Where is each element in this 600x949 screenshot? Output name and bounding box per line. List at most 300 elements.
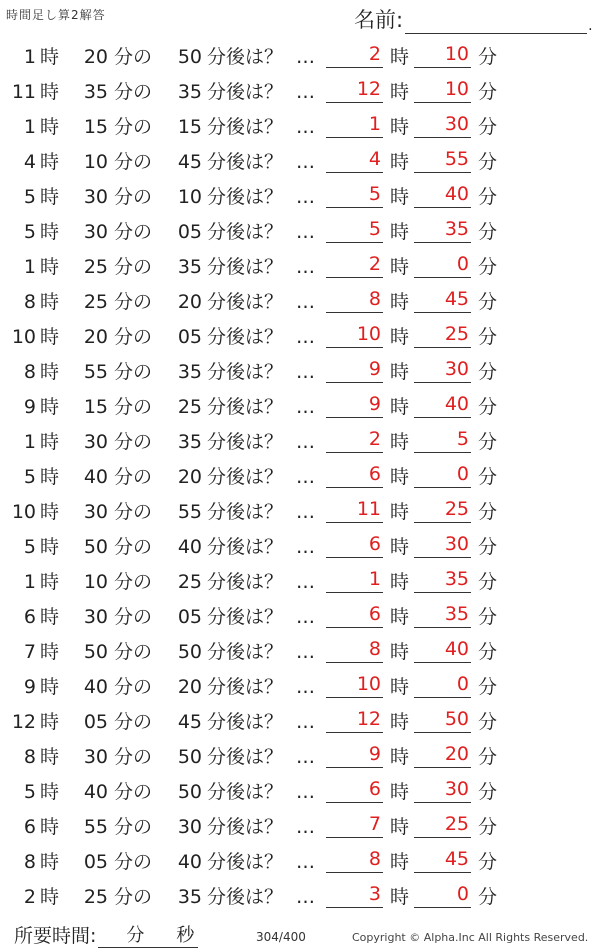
problem-row <box>0 810 600 845</box>
start-hour: 12 <box>11 711 36 733</box>
problem-row <box>0 180 600 215</box>
answer-minute[interactable]: 50 <box>414 705 471 733</box>
minute-of-label: 分の <box>114 851 153 873</box>
answer-hour[interactable]: 1 <box>326 110 383 138</box>
answer-minute[interactable]: 20 <box>414 740 471 768</box>
answer-hour[interactable]: 12 <box>326 705 383 733</box>
name-field-area <box>354 4 593 34</box>
start-minute: 05 <box>83 711 108 733</box>
problem-row <box>0 705 600 740</box>
answer-hour[interactable]: 11 <box>326 495 383 523</box>
added-minutes: 45 <box>177 711 202 733</box>
minutes-after-label: 分後は？ <box>207 116 284 138</box>
minute-of-label: 分の <box>114 886 153 908</box>
problem-row <box>0 495 600 530</box>
minute-of-label: 分の <box>114 536 153 558</box>
answer-minute[interactable]: 30 <box>414 530 471 558</box>
ellipsis: … <box>296 116 315 138</box>
answer-hour-label: 時 <box>390 256 410 278</box>
answer-hour-label: 時 <box>390 886 410 908</box>
start-minute: 50 <box>83 641 108 663</box>
start-minute: 05 <box>83 851 108 873</box>
answer-minute[interactable]: 30 <box>414 355 471 383</box>
hour-label: 時 <box>40 711 60 733</box>
start-hour: 6 <box>23 606 36 628</box>
hour-label: 時 <box>40 606 60 628</box>
minutes-after-label: 分後は？ <box>207 466 284 488</box>
minute-of-label: 分の <box>114 571 153 593</box>
answer-hour-label: 時 <box>390 221 410 243</box>
added-minutes: 50 <box>177 781 202 803</box>
added-minutes: 35 <box>177 361 202 383</box>
minutes-after-label: 分後は？ <box>207 46 284 68</box>
start-minute: 50 <box>83 536 108 558</box>
answer-minute[interactable]: 0 <box>414 250 471 278</box>
start-hour: 10 <box>11 326 36 348</box>
answer-hour-label: 時 <box>390 151 410 173</box>
minute-of-label: 分の <box>114 221 153 243</box>
start-minute: 25 <box>83 256 108 278</box>
minutes-after-label: 分後は？ <box>207 606 284 628</box>
hour-label: 時 <box>40 746 60 768</box>
start-minute: 30 <box>83 186 108 208</box>
minutes-after-label: 分後は？ <box>207 291 284 313</box>
start-hour: 4 <box>23 151 36 173</box>
start-minute: 30 <box>83 746 108 768</box>
added-minutes: 20 <box>177 291 202 313</box>
minute-of-label: 分の <box>114 291 153 313</box>
copyright-text: Copyright © Alpha.Inc All Rights Reserved. <box>352 931 589 944</box>
hour-label: 時 <box>40 221 60 243</box>
start-minute: 10 <box>83 571 108 593</box>
added-minutes: 25 <box>177 571 202 593</box>
answer-minute-label: 分 <box>478 641 498 663</box>
start-minute: 15 <box>83 116 108 138</box>
problem-row <box>0 390 600 425</box>
hour-label: 時 <box>40 116 60 138</box>
minute-of-label: 分の <box>114 151 153 173</box>
ellipsis: … <box>296 676 315 698</box>
answer-hour[interactable]: 5 <box>326 180 383 208</box>
hour-label: 時 <box>40 676 60 698</box>
answer-hour-label: 時 <box>390 571 410 593</box>
added-minutes: 50 <box>177 46 202 68</box>
minutes-after-label: 分後は？ <box>207 396 284 418</box>
hour-label: 時 <box>40 151 60 173</box>
ellipsis: … <box>296 221 315 243</box>
start-minute: 30 <box>83 221 108 243</box>
added-minutes: 35 <box>177 81 202 103</box>
start-minute: 10 <box>83 151 108 173</box>
problem-row <box>0 565 600 600</box>
answer-minute[interactable]: 5 <box>414 425 471 453</box>
answer-minute-label: 分 <box>478 886 498 908</box>
answer-minute[interactable]: 30 <box>414 775 471 803</box>
answer-minute[interactable]: 35 <box>414 600 471 628</box>
answer-minute-label: 分 <box>478 606 498 628</box>
minute-of-label: 分の <box>114 816 153 838</box>
added-minutes: 35 <box>177 256 202 278</box>
minutes-after-label: 分後は？ <box>207 221 284 243</box>
hour-label: 時 <box>40 571 60 593</box>
start-hour: 5 <box>23 466 36 488</box>
answer-minute-label: 分 <box>478 431 498 453</box>
answer-minute[interactable]: 40 <box>414 180 471 208</box>
answer-hour-label: 時 <box>390 116 410 138</box>
start-minute: 25 <box>83 291 108 313</box>
ellipsis: … <box>296 256 315 278</box>
answer-minute-label: 分 <box>478 466 498 488</box>
minute-of-label: 分の <box>114 326 153 348</box>
answer-minute[interactable]: 55 <box>414 145 471 173</box>
answer-hour[interactable]: 9 <box>326 390 383 418</box>
minutes-after-label: 分後は？ <box>207 711 284 733</box>
problem-row <box>0 635 600 670</box>
start-hour: 7 <box>23 641 36 663</box>
added-minutes: 05 <box>177 221 202 243</box>
minutes-after-label: 分後は？ <box>207 326 284 348</box>
answer-minute[interactable]: 35 <box>414 215 471 243</box>
hour-label: 時 <box>40 886 60 908</box>
minute-of-label: 分の <box>114 711 153 733</box>
start-minute: 20 <box>83 326 108 348</box>
worksheet-title: 時間足し算2解答 <box>6 8 106 22</box>
added-minutes: 50 <box>177 746 202 768</box>
hour-label: 時 <box>40 431 60 453</box>
start-minute: 40 <box>83 781 108 803</box>
required-time-area <box>14 921 198 948</box>
start-minute: 40 <box>83 466 108 488</box>
problem-row <box>0 40 600 75</box>
hour-label: 時 <box>40 816 60 838</box>
start-hour: 1 <box>23 571 36 593</box>
minutes-after-label: 分後は？ <box>207 81 284 103</box>
start-hour: 5 <box>23 536 36 558</box>
answer-hour[interactable]: 4 <box>326 145 383 173</box>
minutes-after-label: 分後は？ <box>207 536 284 558</box>
minutes-after-label: 分後は？ <box>207 361 284 383</box>
name-label: 名前: <box>354 8 404 32</box>
ellipsis: … <box>296 326 315 348</box>
problem-row <box>0 530 600 565</box>
problem-row <box>0 845 600 880</box>
problem-row <box>0 75 600 110</box>
answer-hour-label: 時 <box>390 431 410 453</box>
page-number: 304/400 <box>256 930 306 944</box>
hour-label: 時 <box>40 291 60 313</box>
answer-hour-label: 時 <box>390 536 410 558</box>
minutes-after-label: 分後は？ <box>207 186 284 208</box>
answer-hour-label: 時 <box>390 186 410 208</box>
answer-hour-label: 時 <box>390 291 410 313</box>
added-minutes: 40 <box>177 851 202 873</box>
answer-hour[interactable]: 8 <box>326 845 383 873</box>
answer-minute-label: 分 <box>478 186 498 208</box>
ellipsis: … <box>296 536 315 558</box>
start-hour: 8 <box>23 361 36 383</box>
answer-minute[interactable]: 45 <box>414 845 471 873</box>
hour-label: 時 <box>40 256 60 278</box>
minute-of-label: 分の <box>114 361 153 383</box>
start-hour: 8 <box>23 291 36 313</box>
minute-of-label: 分の <box>114 81 153 103</box>
problem-row <box>0 145 600 180</box>
ellipsis: … <box>296 46 315 68</box>
answer-minute-label: 分 <box>478 711 498 733</box>
problem-row <box>0 460 600 495</box>
ellipsis: … <box>296 396 315 418</box>
problem-list <box>0 40 600 915</box>
name-input-line[interactable] <box>405 11 587 34</box>
answer-minute[interactable]: 45 <box>414 285 471 313</box>
added-minutes: 15 <box>177 116 202 138</box>
problem-row <box>0 355 600 390</box>
minute-of-label: 分の <box>114 641 153 663</box>
answer-hour[interactable]: 6 <box>326 460 383 488</box>
answer-minute[interactable]: 0 <box>414 670 471 698</box>
answer-hour-label: 時 <box>390 711 410 733</box>
start-hour: 5 <box>23 781 36 803</box>
answer-hour-label: 時 <box>390 606 410 628</box>
minute-of-label: 分の <box>114 746 153 768</box>
minute-of-label: 分の <box>114 781 153 803</box>
start-hour: 1 <box>23 46 36 68</box>
minute-of-label: 分の <box>114 676 153 698</box>
minutes-after-label: 分後は？ <box>207 886 284 908</box>
start-hour: 9 <box>23 396 36 418</box>
answer-minute[interactable]: 40 <box>414 635 471 663</box>
problem-row <box>0 215 600 250</box>
ellipsis: … <box>296 886 315 908</box>
ellipsis: … <box>296 711 315 733</box>
required-time-label: 所要時間: <box>14 925 97 947</box>
answer-minute-label: 分 <box>478 46 498 68</box>
minute-of-label: 分の <box>114 466 153 488</box>
answer-minute-label: 分 <box>478 291 498 313</box>
answer-hour-label: 時 <box>390 326 410 348</box>
ellipsis: … <box>296 431 315 453</box>
answer-minute[interactable]: 40 <box>414 390 471 418</box>
answer-hour-label: 時 <box>390 361 410 383</box>
problem-row <box>0 110 600 145</box>
answer-minute-label: 分 <box>478 396 498 418</box>
answer-hour[interactable]: 2 <box>326 425 383 453</box>
hour-label: 時 <box>40 536 60 558</box>
added-minutes: 05 <box>177 606 202 628</box>
answer-minute[interactable]: 10 <box>414 75 471 103</box>
answer-hour[interactable]: 5 <box>326 215 383 243</box>
answer-hour[interactable]: 9 <box>326 740 383 768</box>
answer-hour[interactable]: 9 <box>326 355 383 383</box>
ellipsis: … <box>296 291 315 313</box>
added-minutes: 50 <box>177 641 202 663</box>
minute-of-label: 分の <box>114 256 153 278</box>
start-minute: 55 <box>83 816 108 838</box>
answer-hour-label: 時 <box>390 81 410 103</box>
added-minutes: 25 <box>177 396 202 418</box>
added-minutes: 45 <box>177 151 202 173</box>
problem-row <box>0 775 600 810</box>
minute-of-label: 分の <box>114 396 153 418</box>
minutes-after-label: 分後は？ <box>207 676 284 698</box>
minute-unit-label: 分 <box>126 925 145 946</box>
answer-hour[interactable]: 3 <box>326 880 383 908</box>
problem-row <box>0 880 600 915</box>
answer-hour[interactable]: 12 <box>326 75 383 103</box>
ellipsis: … <box>296 851 315 873</box>
answer-minute[interactable]: 35 <box>414 565 471 593</box>
answer-hour-label: 時 <box>390 851 410 873</box>
added-minutes: 20 <box>177 466 202 488</box>
answer-hour[interactable]: 2 <box>326 250 383 278</box>
answer-minute[interactable]: 0 <box>414 460 471 488</box>
answer-minute-label: 分 <box>478 256 498 278</box>
answer-minute-label: 分 <box>478 116 498 138</box>
minute-of-label: 分の <box>114 431 153 453</box>
start-minute: 55 <box>83 361 108 383</box>
hour-label: 時 <box>40 396 60 418</box>
problem-row <box>0 740 600 775</box>
answer-minute[interactable]: 30 <box>414 110 471 138</box>
minute-of-label: 分の <box>114 46 153 68</box>
minutes-after-label: 分後は？ <box>207 851 284 873</box>
hour-label: 時 <box>40 641 60 663</box>
added-minutes: 55 <box>177 501 202 523</box>
minutes-after-label: 分後は？ <box>207 571 284 593</box>
ellipsis: … <box>296 781 315 803</box>
minutes-after-label: 分後は？ <box>207 746 284 768</box>
answer-hour-label: 時 <box>390 396 410 418</box>
answer-minute-label: 分 <box>478 326 498 348</box>
start-hour: 10 <box>11 501 36 523</box>
answer-minute[interactable]: 0 <box>414 880 471 908</box>
answer-minute-label: 分 <box>478 536 498 558</box>
added-minutes: 35 <box>177 431 202 453</box>
hour-label: 時 <box>40 466 60 488</box>
added-minutes: 40 <box>177 536 202 558</box>
start-minute: 30 <box>83 606 108 628</box>
answer-minute-label: 分 <box>478 816 498 838</box>
hour-label: 時 <box>40 851 60 873</box>
minutes-after-label: 分後は？ <box>207 151 284 173</box>
required-time-input[interactable] <box>98 925 198 948</box>
hour-label: 時 <box>40 81 60 103</box>
answer-hour[interactable]: 8 <box>326 635 383 663</box>
answer-minute-label: 分 <box>478 746 498 768</box>
minutes-after-label: 分後は？ <box>207 816 284 838</box>
problem-row <box>0 250 600 285</box>
answer-hour-label: 時 <box>390 641 410 663</box>
minute-of-label: 分の <box>114 116 153 138</box>
answer-minute-label: 分 <box>478 781 498 803</box>
hour-label: 時 <box>40 781 60 803</box>
answer-minute-label: 分 <box>478 676 498 698</box>
answer-minute[interactable]: 10 <box>414 40 471 68</box>
answer-hour[interactable]: 10 <box>326 320 383 348</box>
start-hour: 5 <box>23 186 36 208</box>
answer-minute-label: 分 <box>478 81 498 103</box>
answer-hour[interactable]: 10 <box>326 670 383 698</box>
start-hour: 9 <box>23 676 36 698</box>
added-minutes: 10 <box>177 186 202 208</box>
minutes-after-label: 分後は？ <box>207 501 284 523</box>
minutes-after-label: 分後は？ <box>207 256 284 278</box>
answer-hour[interactable]: 6 <box>326 600 383 628</box>
second-unit-label: 秒 <box>176 925 195 946</box>
problem-row <box>0 320 600 355</box>
answer-hour-label: 時 <box>390 676 410 698</box>
answer-hour[interactable]: 6 <box>326 775 383 803</box>
answer-minute[interactable]: 25 <box>414 810 471 838</box>
answer-minute[interactable]: 25 <box>414 495 471 523</box>
ellipsis: … <box>296 606 315 628</box>
answer-minute-label: 分 <box>478 851 498 873</box>
problem-row <box>0 285 600 320</box>
answer-hour[interactable]: 6 <box>326 530 383 558</box>
answer-minute-label: 分 <box>478 221 498 243</box>
start-minute: 25 <box>83 886 108 908</box>
start-hour: 8 <box>23 746 36 768</box>
answer-hour[interactable]: 1 <box>326 565 383 593</box>
minutes-after-label: 分後は？ <box>207 641 284 663</box>
answer-hour-label: 時 <box>390 501 410 523</box>
ellipsis: … <box>296 501 315 523</box>
start-hour: 11 <box>11 81 36 103</box>
minute-of-label: 分の <box>114 186 153 208</box>
start-minute: 15 <box>83 396 108 418</box>
ellipsis: … <box>296 361 315 383</box>
answer-minute[interactable]: 25 <box>414 320 471 348</box>
problem-row <box>0 425 600 460</box>
answer-hour[interactable]: 2 <box>326 40 383 68</box>
start-minute: 35 <box>83 81 108 103</box>
start-minute: 30 <box>83 501 108 523</box>
ellipsis: … <box>296 571 315 593</box>
answer-hour[interactable]: 7 <box>326 810 383 838</box>
minute-of-label: 分の <box>114 606 153 628</box>
added-minutes: 35 <box>177 886 202 908</box>
ellipsis: … <box>296 466 315 488</box>
ellipsis: … <box>296 186 315 208</box>
added-minutes: 30 <box>177 816 202 838</box>
start-minute: 40 <box>83 676 108 698</box>
answer-hour-label: 時 <box>390 466 410 488</box>
answer-hour[interactable]: 8 <box>326 285 383 313</box>
hour-label: 時 <box>40 46 60 68</box>
start-hour: 1 <box>23 431 36 453</box>
start-hour: 2 <box>23 886 36 908</box>
ellipsis: … <box>296 81 315 103</box>
answer-hour-label: 時 <box>390 746 410 768</box>
answer-minute-label: 分 <box>478 151 498 173</box>
ellipsis: … <box>296 641 315 663</box>
answer-minute-label: 分 <box>478 361 498 383</box>
start-hour: 5 <box>23 221 36 243</box>
ellipsis: … <box>296 746 315 768</box>
hour-label: 時 <box>40 186 60 208</box>
minutes-after-label: 分後は？ <box>207 431 284 453</box>
hour-label: 時 <box>40 326 60 348</box>
minutes-after-label: 分後は？ <box>207 781 284 803</box>
hour-label: 時 <box>40 361 60 383</box>
start-minute: 20 <box>83 46 108 68</box>
start-minute: 30 <box>83 431 108 453</box>
start-hour: 6 <box>23 816 36 838</box>
answer-minute-label: 分 <box>478 501 498 523</box>
minute-of-label: 分の <box>114 501 153 523</box>
answer-hour-label: 時 <box>390 781 410 803</box>
start-hour: 1 <box>23 256 36 278</box>
